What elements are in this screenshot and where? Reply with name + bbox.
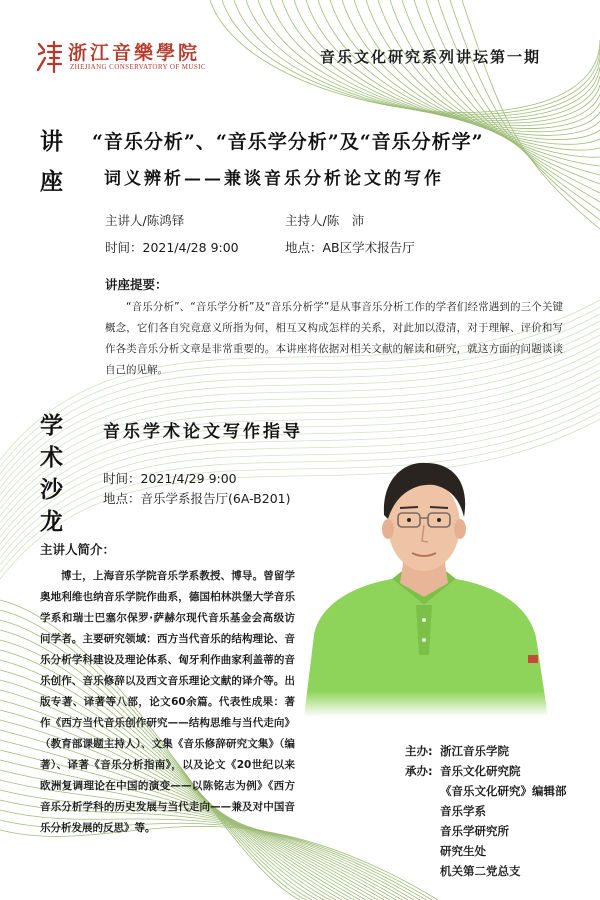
lecture-label-char: 讲 bbox=[40, 128, 63, 155]
logo-english-name: ZHEJIANG CONSERVATORY OF MUSIC bbox=[70, 63, 206, 71]
organizer-co-item: 研究生处 bbox=[440, 844, 486, 858]
conservatory-logo-icon bbox=[36, 40, 64, 74]
organizer-co-item: 音乐学系 bbox=[440, 804, 486, 818]
lecture-label bbox=[40, 126, 68, 198]
speaker-portrait bbox=[296, 455, 552, 717]
organizer-co-item: 音乐文化研究院 bbox=[440, 764, 521, 778]
salon-label-char: 龙 bbox=[40, 508, 63, 535]
organizer-co-label: 承办: bbox=[405, 764, 433, 778]
organizer-host-label: 主办: bbox=[405, 744, 433, 758]
series-title: 音乐文化研究系列讲坛第一期 bbox=[320, 48, 542, 66]
lecture-host: 主持人/陈 沛 bbox=[285, 213, 365, 228]
lecture-label-char: 座 bbox=[40, 168, 63, 195]
organizer-co-item: 音乐学研究所 bbox=[440, 824, 509, 838]
bio-text: 博士，上海音乐学院音乐学系教授、博导。曾留学奥地利维也纳音乐学院作曲系，德国柏林洪堡大学音乐学系和瑞士巴塞尔保罗·萨赫尔现代音乐基金会高级访问学者。主要研究领域：西方当代音乐的结构理论、音乐分析学科建设及理论体系、匈牙利作曲家利盖蒂的音乐创作、音乐修辞以及西文音乐理论文献的译介等。出版专著、译著等八部，论文60余篇。代表性成果：著作《西方当代音乐创作研究——结构思维与当代走向》（教育部课题主持人）、文集《音乐修辞研究文集》（编著）、译著《音乐分析指南》，以及论文《20世纪以来欧洲复调理论在中国的演变——以陈铭志为例》《西方音乐分析学科的历史发展与当代走向——兼及对中国音乐分析发展的反思》等。 bbox=[40, 570, 295, 834]
decorative-curve bbox=[438, 0, 600, 211]
salon-venue: 地点：音乐学系报告厅(6A-B201) bbox=[103, 491, 291, 506]
salon-title: 音乐学术论文写作指导 bbox=[103, 422, 303, 442]
salon-time: 时间：2021/4/29 9:00 bbox=[103, 471, 237, 486]
lecture-time: 时间：2021/4/28 9:00 bbox=[105, 240, 239, 255]
logo-chinese-name: 浙江音樂學院 bbox=[68, 42, 201, 64]
decorative-curve bbox=[318, 0, 600, 135]
abstract-label: 讲座提要： bbox=[105, 277, 168, 292]
decorative-curve bbox=[426, 0, 600, 202]
decorative-curve bbox=[402, 0, 600, 184]
salon-label bbox=[40, 410, 68, 538]
lecture-title-line1: “音乐分析”、“音乐学分析”及“音乐分析学” bbox=[92, 131, 484, 153]
lecture-title-line2: 词义辨析——兼谈音乐分析论文的写作 bbox=[104, 169, 444, 189]
organizer-co-item: 机关第二党总支 bbox=[440, 864, 521, 878]
abstract-text: “音乐分析”、“音乐学分析”及“音乐分析学”是从事音乐分析工作的学者们经常遇到的三个关键概念，它们各自究竟意义所指为何，相互又构成怎样的关系，对此加以澄清，对于理解、评价和写作各类音乐分析文章是非常重要的。本讲座将依据对相关文献的解读和研究，就这方面的问题谈谈自己的见解。 bbox=[105, 301, 563, 376]
organizer-co-item: 《音乐文化研究》编辑部 bbox=[440, 784, 567, 798]
bio-label: 主讲人简介： bbox=[40, 542, 116, 557]
lecture-venue: 地点：AB区学术报告厅 bbox=[285, 240, 415, 255]
lecture-speaker: 主讲人/陈鸿铎 bbox=[105, 213, 185, 228]
salon-label-char: 沙 bbox=[40, 476, 63, 503]
salon-label-char: 学 bbox=[40, 412, 63, 439]
organizer-host: 浙江音乐学院 bbox=[440, 744, 509, 758]
decorative-curve bbox=[342, 0, 600, 144]
salon-label-char: 术 bbox=[40, 444, 63, 471]
